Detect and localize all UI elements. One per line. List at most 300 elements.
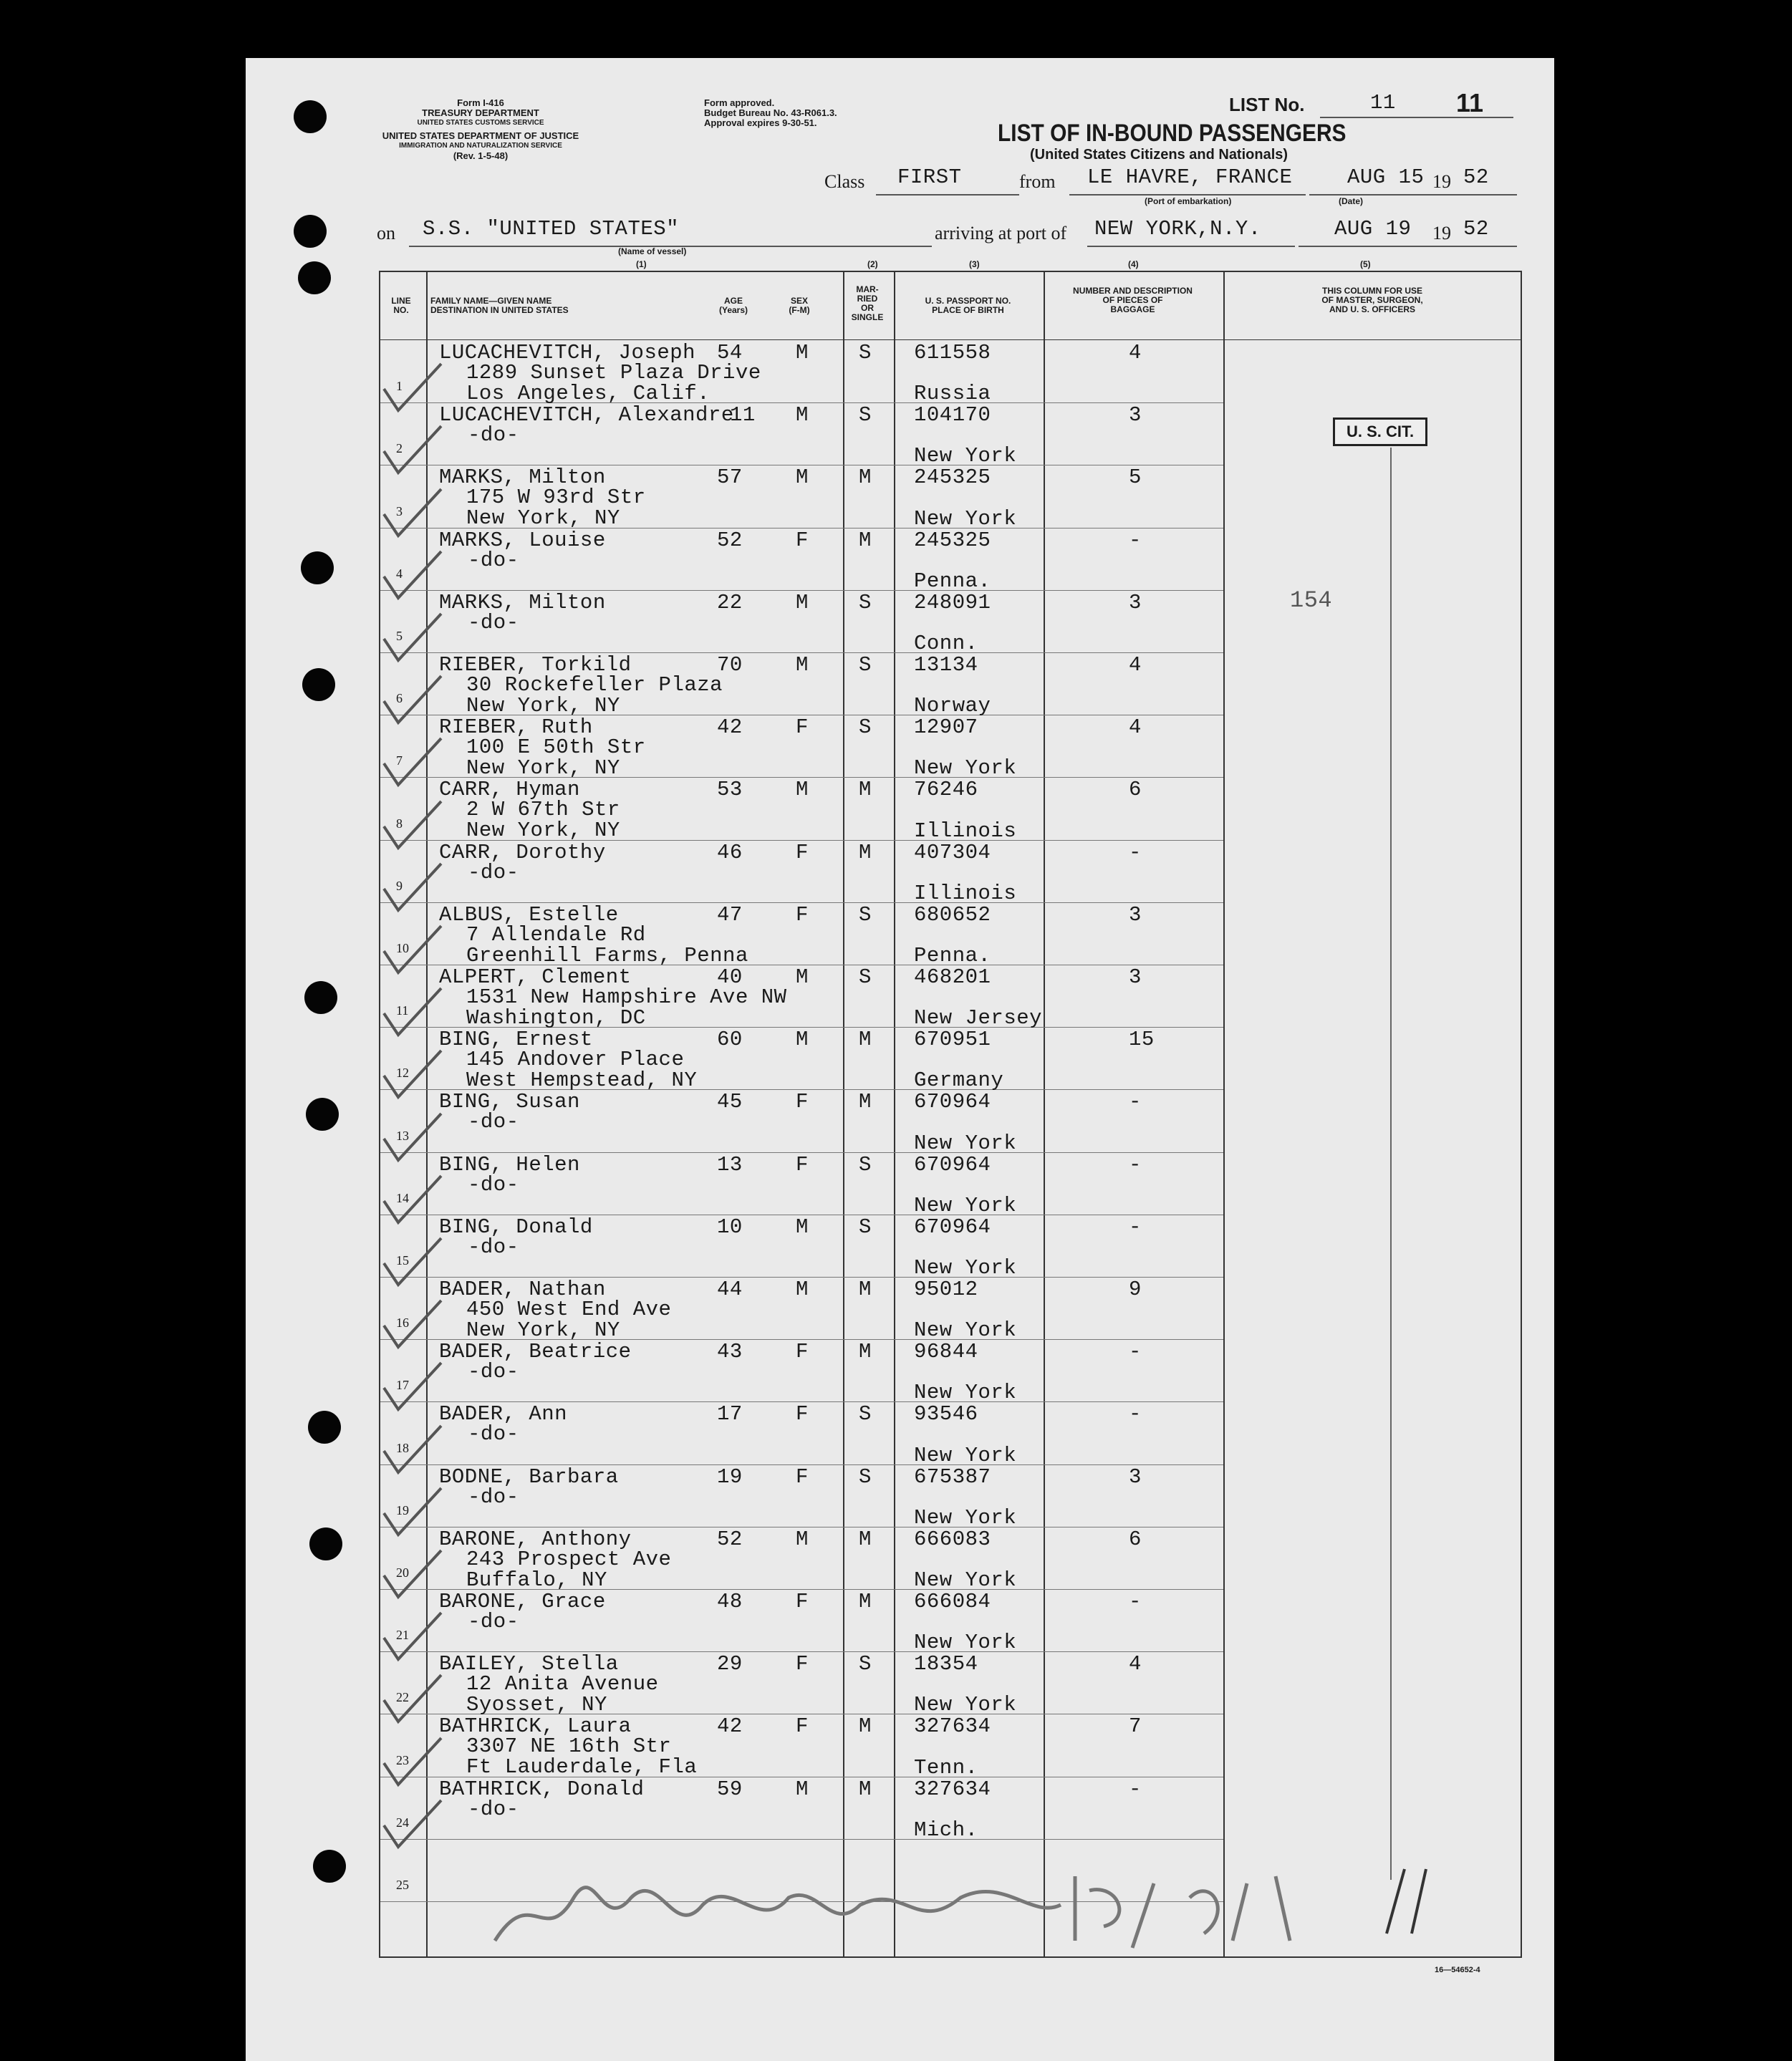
- line-number: 14: [396, 1190, 409, 1205]
- arriving-label: arriving at port of: [935, 223, 1067, 243]
- passport-no: 18354: [914, 1652, 978, 1676]
- baggage-count: -: [1129, 528, 1142, 552]
- table-row: [380, 841, 1521, 903]
- destination-line: -do-: [468, 1235, 519, 1259]
- class-value: FIRST: [897, 165, 962, 189]
- marital-status: S: [859, 403, 872, 428]
- col-header-name: FAMILY NAME—GIVEN NAME DESTINATION IN UNITED STATES: [430, 296, 569, 315]
- age: 60: [717, 1028, 743, 1052]
- table-row: [380, 1590, 1521, 1655]
- marital-status: S: [859, 1152, 872, 1177]
- baggage-count: 4: [1129, 1652, 1142, 1676]
- passport-no: 666084: [914, 1590, 991, 1613]
- passport-no: 666083: [914, 1527, 991, 1551]
- baggage-count: 3: [1129, 590, 1142, 614]
- passenger-table: [379, 271, 1522, 1958]
- passport-no: 611558: [914, 341, 991, 365]
- destination-line: New York, NY: [466, 819, 620, 843]
- line-number: 19: [396, 1502, 409, 1517]
- sex: F: [796, 1152, 809, 1177]
- col-header-married: MAR- RIED OR SINGLE: [851, 284, 884, 322]
- passport-no: 670964: [914, 1090, 991, 1114]
- arrival-port: NEW YORK,N.Y.: [1094, 217, 1261, 241]
- passenger-name: BING, Donald: [439, 1215, 593, 1239]
- passenger-name: RIEBER, Ruth: [439, 715, 593, 740]
- marital-status: M: [859, 840, 872, 864]
- passenger-name: LUCACHEVITCH, Joseph: [439, 341, 696, 365]
- signature-scrawl-icon: [488, 1855, 1526, 1955]
- passenger-name: BATHRICK, Laura: [439, 1714, 632, 1739]
- passenger-name: RIEBER, Torkild: [439, 653, 632, 677]
- line-number: 23: [396, 1752, 409, 1767]
- line-number: 1: [396, 379, 403, 394]
- marital-status: M: [859, 1028, 872, 1052]
- line-number: 17: [396, 1378, 409, 1393]
- baggage-count: 4: [1129, 715, 1142, 740]
- baggage-count: -: [1129, 1152, 1142, 1177]
- destination-line: Greenhill Farms, Penna: [466, 943, 748, 967]
- sex: M: [796, 465, 809, 490]
- table-row: [380, 903, 1521, 965]
- place-of-birth: New York: [914, 1381, 1017, 1405]
- place-of-birth: New York: [914, 1568, 1017, 1592]
- line-number: 13: [396, 1128, 409, 1143]
- vessel-value: S.S. "UNITED STATES": [423, 217, 680, 241]
- table-row: [380, 1714, 1521, 1780]
- place-of-birth: New York: [914, 1693, 1017, 1717]
- col-header-age: AGE (Years): [718, 296, 748, 315]
- table-row: [380, 341, 1521, 406]
- passenger-name: BADER, Ann: [439, 1402, 568, 1427]
- col-number-5: (5): [1360, 259, 1371, 269]
- passport-no: 96844: [914, 1340, 978, 1364]
- destination-line: -do-: [468, 860, 519, 884]
- destination-line: West Hempstead, NY: [466, 1068, 698, 1093]
- marital-status: S: [859, 715, 872, 740]
- passport-no: 675387: [914, 1464, 991, 1489]
- age: 42: [717, 1714, 743, 1739]
- col-number-4: (4): [1128, 259, 1139, 269]
- age: 43: [717, 1340, 743, 1364]
- place-of-birth: New York: [914, 1443, 1017, 1467]
- destination-line: -do-: [468, 423, 519, 448]
- age: 42: [717, 715, 743, 740]
- baggage-count: -: [1129, 1090, 1142, 1114]
- place-of-birth: New York: [914, 1318, 1017, 1343]
- officer-note: 154: [1290, 587, 1333, 614]
- table-row: [380, 528, 1521, 591]
- age: 19: [717, 1464, 743, 1489]
- age: 52: [717, 1527, 743, 1551]
- sex: F: [796, 902, 809, 927]
- form-block: Form I-416 TREASURY DEPARTMENT UNITED STATES CUSTOMS SERVICE UNITED STATES DEPARTMENT OF JUSTICE IMMIGRATION AND NATURALIZATION SERVICE (Rev. 1-5-48): [382, 97, 579, 161]
- sex: F: [796, 1590, 809, 1613]
- sex: M: [796, 1028, 809, 1052]
- destination-line: -do-: [468, 1360, 519, 1384]
- passport-no: 670964: [914, 1215, 991, 1239]
- sex: M: [796, 653, 809, 677]
- binder-hole: [306, 1098, 339, 1131]
- marital-status: S: [859, 902, 872, 927]
- destination-line: 1289 Sunset Plaza Drive: [466, 361, 761, 385]
- place-of-birth: Norway: [914, 694, 991, 718]
- marital-status: M: [859, 1777, 872, 1801]
- destination-line: New York, NY: [466, 1318, 620, 1342]
- age: 10: [717, 1215, 743, 1239]
- baggage-count: 3: [1129, 965, 1142, 989]
- table-row: [380, 778, 1521, 843]
- sex: M: [796, 965, 809, 989]
- sex: F: [796, 1402, 809, 1427]
- list-no-stamp: 11: [1456, 88, 1484, 117]
- date-year-prefix: 19: [1432, 171, 1451, 192]
- baggage-count: 3: [1129, 1464, 1142, 1489]
- arrival-year: 52: [1463, 217, 1489, 241]
- passport-no: 104170: [914, 403, 991, 428]
- place-of-birth: Penna.: [914, 569, 991, 593]
- passport-no: 248091: [914, 590, 991, 614]
- sex: M: [796, 1527, 809, 1551]
- baggage-count: -: [1129, 840, 1142, 864]
- baggage-count: -: [1129, 1590, 1142, 1613]
- sex: F: [796, 528, 809, 552]
- baggage-count: 4: [1129, 341, 1142, 365]
- age: 44: [717, 1278, 743, 1301]
- line-number: 7: [396, 753, 403, 768]
- table-row: [380, 1340, 1521, 1405]
- sex: M: [796, 1278, 809, 1301]
- col-header-officers: THIS COLUMN FOR USE OF MASTER, SURGEON, AND U. S. OFFICERS: [1321, 286, 1423, 314]
- passenger-name: ALBUS, Estelle: [439, 902, 619, 927]
- us-cit-stamp: U. S. CIT.: [1333, 417, 1427, 446]
- destination-line: 30 Rockefeller Plaza: [466, 673, 723, 697]
- place-of-birth: New York: [914, 506, 1017, 531]
- marital-status: S: [859, 1215, 872, 1239]
- age: 17: [717, 1402, 743, 1427]
- passenger-name: MARKS, Milton: [439, 590, 606, 614]
- binder-hole: [309, 1527, 342, 1560]
- col-header-sex: SEX (F-M): [789, 296, 810, 315]
- passenger-name: LUCACHEVITCH, Alexandre: [439, 403, 734, 428]
- line-number: 18: [396, 1440, 409, 1455]
- line-number: 20: [396, 1565, 409, 1580]
- place-of-birth: New York: [914, 1631, 1017, 1655]
- marital-status: M: [859, 1590, 872, 1613]
- table-row: [380, 1278, 1521, 1343]
- line-number: 9: [396, 878, 403, 893]
- sex: F: [796, 715, 809, 740]
- passport-no: 680652: [914, 902, 991, 927]
- destination-line: -do-: [468, 1110, 519, 1134]
- col-header-passport: U. S. PASSPORT NO. PLACE OF BIRTH: [925, 296, 1011, 315]
- passport-no: 93546: [914, 1402, 978, 1427]
- marital-status: S: [859, 1464, 872, 1489]
- marital-status: M: [859, 778, 872, 802]
- port-embark-caption: (Port of embarkation): [1145, 196, 1232, 206]
- binder-hole: [294, 100, 327, 133]
- age: 29: [717, 1652, 743, 1676]
- line-number: 8: [396, 816, 403, 831]
- place-of-birth: Penna.: [914, 943, 991, 967]
- passenger-name: CARR, Hyman: [439, 778, 580, 802]
- destination-line: Syosset, NY: [466, 1693, 607, 1717]
- destination-line: 2 W 67th Str: [466, 798, 620, 822]
- marital-status: S: [859, 590, 872, 614]
- line-number: 5: [396, 628, 403, 643]
- line-number: 11: [396, 1003, 409, 1018]
- sex: F: [796, 1714, 809, 1739]
- destination-line: 100 E 50th Str: [466, 735, 646, 760]
- passport-no: 245325: [914, 528, 991, 552]
- marital-status: M: [859, 1714, 872, 1739]
- destination-line: Los Angeles, Calif.: [466, 382, 710, 405]
- destination-line: 175 W 93rd Str: [466, 486, 646, 510]
- baggage-count: 9: [1129, 1278, 1142, 1301]
- passport-no: 327634: [914, 1714, 991, 1739]
- destination-line: -do-: [468, 1610, 519, 1633]
- table-row: [380, 1777, 1521, 1840]
- marital-status: M: [859, 528, 872, 552]
- line-number: 3: [396, 503, 403, 518]
- age: 59: [717, 1777, 743, 1801]
- destination-line: 450 West End Ave: [466, 1298, 672, 1321]
- date-caption: (Date): [1339, 196, 1364, 206]
- destination-line: New York, NY: [466, 694, 620, 718]
- age: 54: [717, 341, 743, 365]
- destination-line: -do-: [468, 1485, 519, 1509]
- from-label: from: [1019, 171, 1056, 192]
- marital-status: M: [859, 1527, 872, 1551]
- passenger-name: BARONE, Anthony: [439, 1527, 632, 1551]
- passport-no: 407304: [914, 840, 991, 864]
- sex: F: [796, 840, 809, 864]
- destination-line: New York, NY: [466, 756, 620, 781]
- line-number: 6: [396, 691, 403, 706]
- date-value: AUG 15: [1347, 165, 1425, 189]
- age: 46: [717, 840, 743, 864]
- age: 70: [717, 653, 743, 677]
- age: 22: [717, 590, 743, 614]
- destination-line: -do-: [468, 1422, 519, 1447]
- line-number: 4: [396, 566, 403, 581]
- table-row: [380, 591, 1521, 653]
- place-of-birth: Russia: [914, 382, 991, 406]
- sex: F: [796, 1464, 809, 1489]
- line-number: 24: [396, 1815, 409, 1830]
- binder-hole: [294, 215, 327, 248]
- table-row: [380, 965, 1521, 1028]
- marital-status: S: [859, 965, 872, 989]
- destination-line: 3307 NE 16th Str: [466, 1734, 672, 1759]
- age: 11: [730, 403, 756, 428]
- line-number: 10: [396, 940, 409, 955]
- baggage-count: -: [1129, 1215, 1142, 1239]
- place-of-birth: New York: [914, 1131, 1017, 1155]
- destination-line: 145 Andover Place: [466, 1048, 685, 1072]
- marital-status: M: [859, 1340, 872, 1364]
- destination-line: -do-: [468, 548, 519, 572]
- binder-hole: [302, 668, 335, 701]
- vessel-caption: (Name of vessel): [618, 246, 687, 256]
- class-label: Class: [824, 171, 865, 192]
- table-row: [380, 653, 1521, 718]
- destination-line: -do-: [468, 1797, 519, 1821]
- baggage-count: -: [1129, 1340, 1142, 1364]
- table-row: [380, 715, 1521, 781]
- marital-status: S: [859, 653, 872, 677]
- sex: M: [796, 590, 809, 614]
- col-number-2: (2): [867, 259, 878, 269]
- age: 40: [717, 965, 743, 989]
- page-title: LIST OF IN-BOUND PASSENGERS: [998, 120, 1347, 147]
- age: 45: [717, 1090, 743, 1114]
- marital-status: M: [859, 1278, 872, 1301]
- table-row: [380, 403, 1521, 468]
- sex: M: [796, 1777, 809, 1801]
- baggage-count: 7: [1129, 1714, 1142, 1739]
- passenger-name: BODNE, Barbara: [439, 1464, 619, 1489]
- passenger-name: BATHRICK, Donald: [439, 1777, 645, 1801]
- table-row: [380, 1153, 1521, 1215]
- line-number: 21: [396, 1628, 409, 1643]
- place-of-birth: Mich.: [914, 1818, 978, 1842]
- arrival-year-prefix: 19: [1432, 223, 1451, 243]
- destination-line: 1531 New Hampshire Ave NW: [466, 985, 787, 1009]
- passenger-name: MARKS, Milton: [439, 465, 606, 490]
- line-number: 15: [396, 1252, 409, 1268]
- footer-code: 16—54652-4: [1435, 1966, 1480, 1974]
- baggage-count: 3: [1129, 403, 1142, 428]
- date-year: 52: [1463, 165, 1489, 189]
- age: 48: [717, 1590, 743, 1613]
- baggage-count: -: [1129, 1777, 1142, 1801]
- age: 57: [717, 465, 743, 490]
- marital-status: S: [859, 341, 872, 365]
- destination-line: 7 Allendale Rd: [466, 922, 646, 947]
- baggage-count: 4: [1129, 653, 1142, 677]
- destination-line: 243 Prospect Ave: [466, 1547, 672, 1571]
- passenger-name: BADER, Nathan: [439, 1278, 606, 1301]
- age: 53: [717, 778, 743, 802]
- passport-no: 468201: [914, 965, 991, 989]
- passenger-name: BARONE, Grace: [439, 1590, 606, 1613]
- destination-line: Ft Lauderdale, Fla: [466, 1755, 698, 1780]
- line-number: 25: [396, 1877, 409, 1892]
- place-of-birth: Tenn.: [914, 1755, 978, 1780]
- passport-no: 670964: [914, 1152, 991, 1177]
- place-of-birth: New York: [914, 1505, 1017, 1530]
- table-row: [380, 1464, 1521, 1530]
- passenger-name: BING, Helen: [439, 1152, 580, 1177]
- sex: F: [796, 1652, 809, 1676]
- place-of-birth: New Jersey: [914, 1006, 1043, 1030]
- destination-line: Washington, DC: [466, 1006, 646, 1030]
- passport-no: 245325: [914, 465, 991, 490]
- binder-hole: [301, 551, 334, 584]
- table-row: [380, 1215, 1521, 1278]
- line-number: 2: [396, 441, 403, 456]
- approval-block: Form approved. Budget Bureau No. 43-R061.3. Approval expires 9-30-51.: [704, 97, 837, 128]
- sex: M: [796, 778, 809, 802]
- passport-no: 13134: [914, 653, 978, 677]
- marital-status: M: [859, 1090, 872, 1114]
- passport-no: 670951: [914, 1028, 991, 1052]
- place-of-birth: Germany: [914, 1068, 1004, 1093]
- binder-hole: [308, 1411, 341, 1444]
- age: 47: [717, 902, 743, 927]
- baggage-count: 5: [1129, 465, 1142, 490]
- baggage-count: 6: [1129, 778, 1142, 802]
- place-of-birth: Illinois: [914, 881, 1017, 905]
- arrival-date: AUG 19: [1334, 217, 1412, 241]
- destination-line: -do-: [468, 1172, 519, 1197]
- from-value: LE HAVRE, FRANCE: [1087, 165, 1293, 189]
- line-number: 12: [396, 1066, 409, 1081]
- table-row: [380, 465, 1521, 531]
- line-number: 22: [396, 1690, 409, 1705]
- baggage-count: -: [1129, 1402, 1142, 1427]
- destination-line: Buffalo, NY: [466, 1568, 607, 1592]
- binder-hole: [304, 981, 337, 1014]
- place-of-birth: New York: [914, 1255, 1017, 1280]
- col-header-line-no: LINE NO.: [391, 296, 411, 315]
- sex: F: [796, 1090, 809, 1114]
- destination-line: New York, NY: [466, 506, 620, 531]
- binder-hole: [313, 1850, 346, 1883]
- passenger-name: BING, Susan: [439, 1090, 580, 1114]
- passport-no: 12907: [914, 715, 978, 740]
- place-of-birth: New York: [914, 756, 1017, 781]
- place-of-birth: New York: [914, 1193, 1017, 1217]
- marital-status: S: [859, 1402, 872, 1427]
- place-of-birth: Conn.: [914, 631, 978, 655]
- marital-status: M: [859, 465, 872, 490]
- binder-hole: [298, 261, 331, 294]
- place-of-birth: New York: [914, 444, 1017, 468]
- list-no-label: LIST No.: [1229, 94, 1305, 115]
- table-row: [380, 1652, 1521, 1717]
- passenger-name: BAILEY, Stella: [439, 1652, 619, 1676]
- line-number: 16: [396, 1316, 409, 1331]
- sex: M: [796, 403, 809, 428]
- manifest-page: [246, 58, 1554, 2061]
- baggage-count: 3: [1129, 902, 1142, 927]
- passport-no: 327634: [914, 1777, 991, 1801]
- passenger-name: BADER, Beatrice: [439, 1340, 632, 1364]
- passenger-name: BING, Ernest: [439, 1028, 593, 1052]
- col-header-baggage: NUMBER AND DESCRIPTION OF PIECES OF BAGGAGE: [1073, 286, 1193, 314]
- passenger-name: MARKS, Louise: [439, 528, 606, 552]
- marital-status: S: [859, 1652, 872, 1676]
- table-row: [380, 1527, 1521, 1590]
- table-row: [380, 1090, 1521, 1155]
- baggage-count: 15: [1129, 1028, 1155, 1052]
- age: 13: [717, 1152, 743, 1177]
- place-of-birth: Illinois: [914, 819, 1017, 843]
- destination-line: 12 Anita Avenue: [466, 1672, 659, 1696]
- page-subtitle: (United States Citizens and Nationals): [1030, 147, 1288, 163]
- on-label: on: [377, 223, 395, 243]
- age: 52: [717, 528, 743, 552]
- col-number-3: (3): [969, 259, 980, 269]
- passenger-name: ALPERT, Clement: [439, 965, 632, 989]
- sex: M: [796, 341, 809, 365]
- passport-no: 95012: [914, 1278, 978, 1301]
- destination-line: -do-: [468, 610, 519, 634]
- sex: M: [796, 1215, 809, 1239]
- list-no-value: 11: [1370, 91, 1396, 115]
- sex: F: [796, 1340, 809, 1364]
